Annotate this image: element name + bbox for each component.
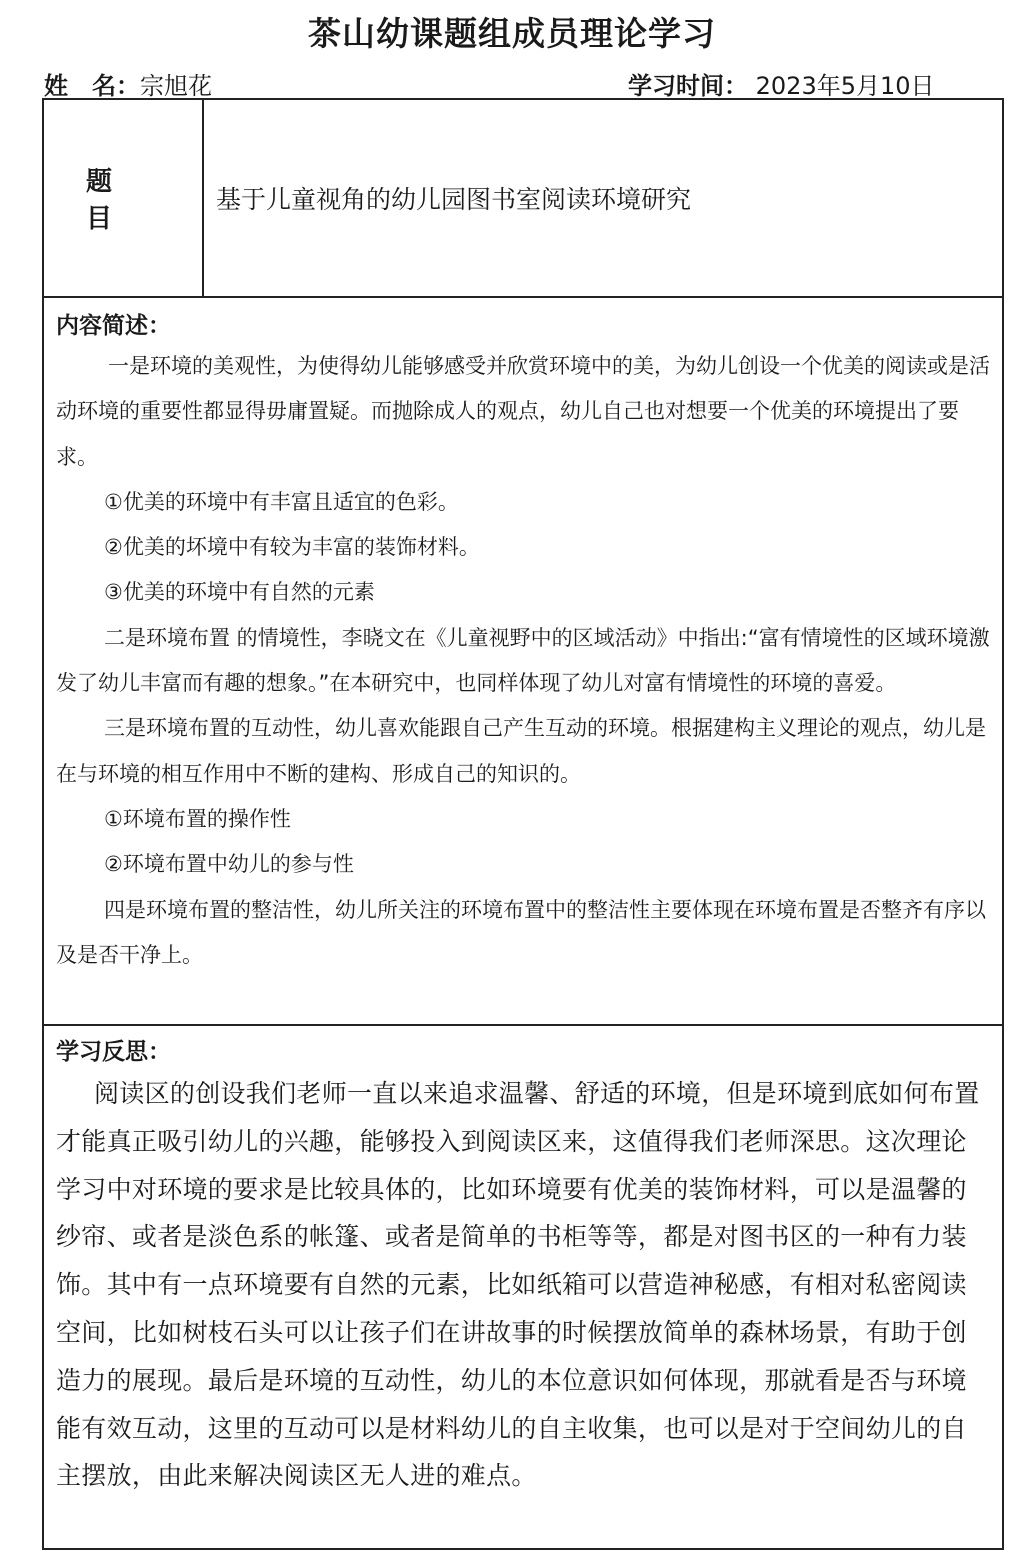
name-label: 姓 名： xyxy=(44,72,140,100)
summary-paragraph: 二是环境布置 的情境性，李晓文在《儿童视野中的区域活动》中指出:“富有情境性的区域环境激发了幼儿丰富而有趣的想象。”在本研究中，也同样体现了幼儿对富有情境性的环境的喜爱。 xyxy=(56,625,990,696)
study-time-label: 学习时间： xyxy=(628,72,748,100)
study-reflection-section xyxy=(44,1026,1002,1548)
topic-row xyxy=(44,100,1002,298)
summary-paragraph: ③优美的环境中有自然的元素 xyxy=(104,580,375,605)
study-time-field xyxy=(628,66,935,101)
name-value: 宗旭花 xyxy=(140,72,212,100)
summary-paragraph: ②环境布置中幼儿的参与性 xyxy=(104,852,354,877)
summary-heading: 内容简述： xyxy=(56,313,171,339)
summary-paragraph: 一是环境的美观性，为使得幼儿能够感受并欣赏环境中的美，为幼儿创设一个优美的阅读或是活动环境的重要性都显得毋庸置疑。而抛除成人的观点，幼儿自己也对想要一个优美的环境提出了要求。 xyxy=(56,354,990,469)
reflection-paragraph: 阅读区的创设我们老师一直以来追求温馨、舒适的环境，但是环境到底如何布置才能真正吸引幼儿的兴趣，能够投入到阅读区来，这值得我们老师深思。这次理论学习中对环境的要求是比较具体的，比如环境要有优美的装饰材料，可以是温馨的纱帘、或者是淡色系的帐篷、或者是简单的书柜等等，都是对图书区的一种有力装饰。其中有一点环境要有自然的元素，比如纸箱可以营造神秘感，有相对私密阅读空间，比如树枝石头可以让孩子们在讲故事的时候摆放简单的森林场景，有助于创造力的展现。最后是环境的互动性，幼儿的本位意识如何体现，那就看是否与环境能有效互动，这里的互动可以是材料幼儿的自主收集，也可以是对于空间幼儿的自主摆放，由此来解决阅读区无人进的难点。 xyxy=(56,1079,980,1491)
name-field xyxy=(44,66,212,101)
content-summary-section xyxy=(44,298,1002,1026)
summary-paragraph: ①环境布置的操作性 xyxy=(104,806,291,831)
topic-label: 题目 xyxy=(44,100,204,296)
summary-paragraph: ①优美的环境中有丰富且适宜的色彩。 xyxy=(104,489,459,514)
study-time-value: 2023年5月10日 xyxy=(755,72,935,100)
document-title: 茶山幼课题组成员理论学习 xyxy=(308,14,716,53)
reflection-heading: 学习反思： xyxy=(56,1039,171,1065)
summary-paragraph: ②优美的坏境中有较为丰富的装饰材料。 xyxy=(104,535,480,560)
summary-paragraph: 三是环境布置的互动性，幼儿喜欢能跟自己产生互动的环境。根据建构主义理论的观点，幼儿是在与环境的相互作用中不断的建构、形成自己的知识的。 xyxy=(56,716,986,786)
topic-value: 基于儿童视角的幼儿园图书室阅读环境研究 xyxy=(216,185,692,214)
meta-row xyxy=(44,66,1002,98)
study-record-table xyxy=(42,98,1004,1550)
summary-paragraph: 四是环境布置的整洁性，幼儿所关注的环境布置中的整洁性主要体现在环境布置是否整齐有序以及是否干净上。 xyxy=(56,897,986,967)
